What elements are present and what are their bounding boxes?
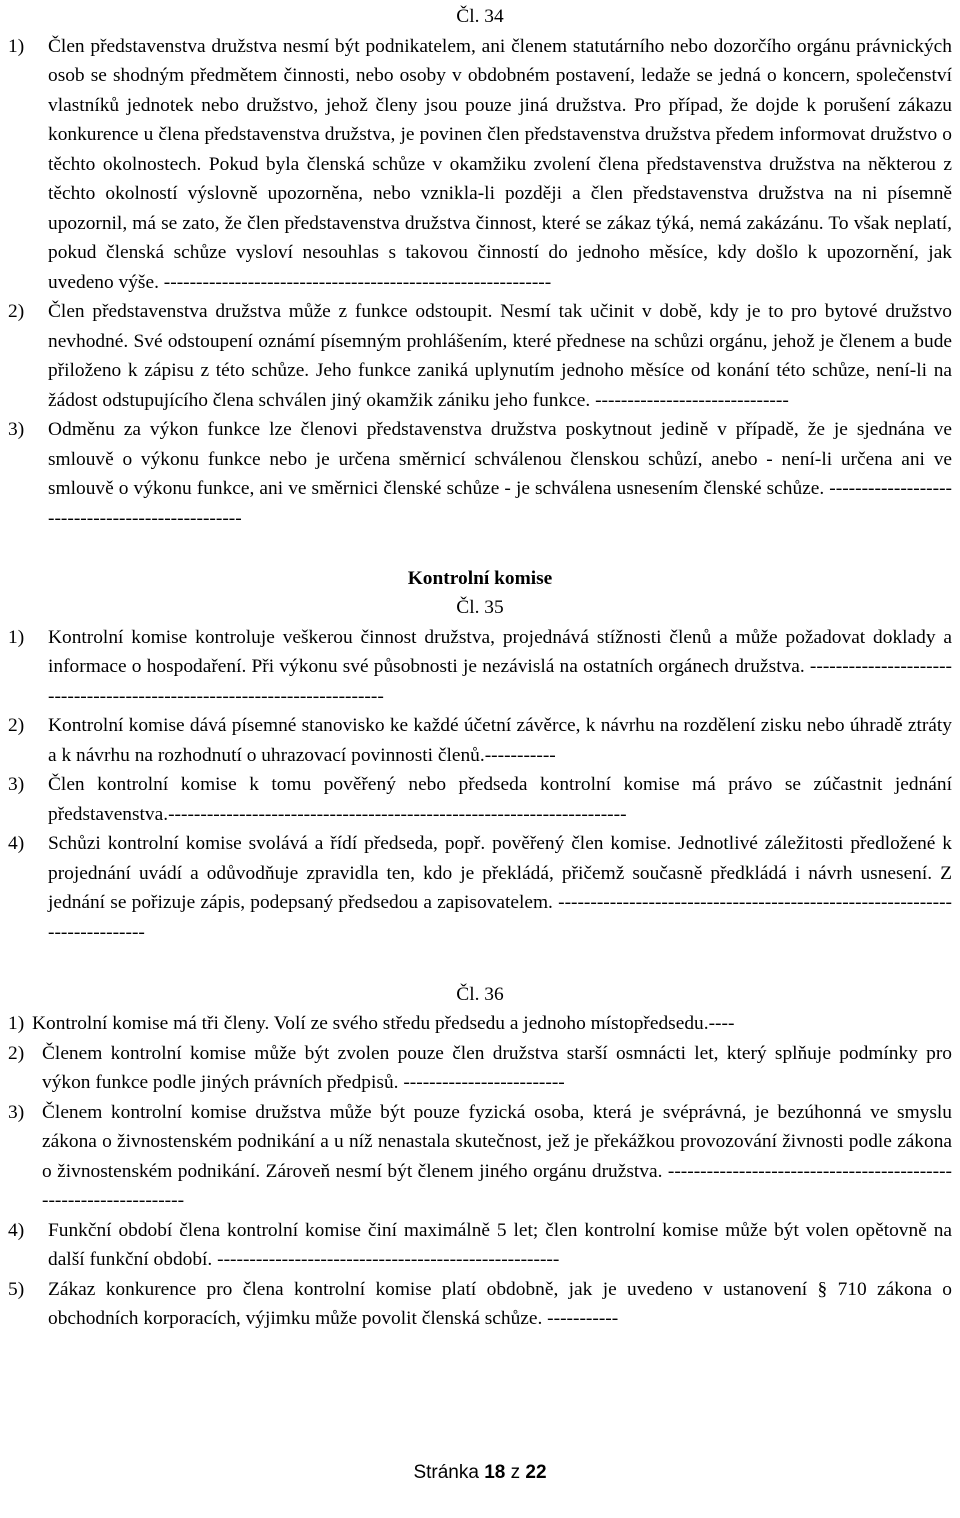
item-number: 2) bbox=[8, 715, 25, 737]
footer-total-pages: 22 bbox=[525, 1462, 547, 1483]
article-35-item-2 bbox=[8, 711, 952, 770]
item-text: Kontrolní komise dává písemné stanovisko ke každé účetní závěrce, k návrhu na rozdělení zisku nebo úhradě ztráty a k návrhu na rozhodnutí o uhrazovací povinnosti členů.----------- bbox=[48, 715, 952, 766]
item-text: Členem kontrolní komise může být zvolen pouze člen družstva starší osmnácti let, který splňuje podmínky pro výkon funkce podle jiných právních předpisů. ------------------------- bbox=[42, 1042, 952, 1094]
article-36-item-4 bbox=[8, 1216, 952, 1275]
item-text: Člen představenstva družstva nesmí být podnikatelem, ani členem statutárního nebo dozorčího orgánu právnických osob se shodným předmětem činnosti, nebo osoby v obdobném postavení, ledaže se jedná o koncern, společenství vlastníků jednotek nebo družstvo, jehož členy jsou pouze jiná družstva. Pro případ, že dojde k porušení zákazu konkurence u člena představenstva družstva, je povinen člen představenstva družstva předem informovat družstvo o těchto okolnostech. Pokud byla členská schůze v okamžiku zvolení člena představenstva družstva na některou z těchto okolností výslovně upozorněna, nebo vznikla-li později a člen představenstva družstva na ni písemně upozornil, má se zato, že člen představenstva družstva činnost, které se zákaz týká, nemá zakázánu. To však neplatí, pokud členská schůze vysloví nesouhlas s takovou činností do jednoho měsíce, kdy došlo k upozornění, jak uvedeno výše. ------------------------------------------------------------ bbox=[48, 35, 952, 293]
item-text: Zákaz konkurence pro člena kontrolní komise platí obdobně, jak je uvedeno v ustanovení § 710 zákona o obchodních korporacích, výjimku může povolit členská schůze. ----------- bbox=[48, 1278, 952, 1330]
section-title: Kontrolní komise bbox=[407, 567, 553, 589]
article-36-item-1 bbox=[8, 1009, 952, 1039]
item-number: 1) bbox=[8, 1013, 25, 1035]
item-number: 4) bbox=[8, 1219, 25, 1241]
item-number: 2) bbox=[8, 301, 25, 322]
article-35-item-1 bbox=[8, 623, 952, 712]
article-36-item-2 bbox=[8, 1039, 952, 1098]
item-number: 3) bbox=[8, 419, 25, 440]
article-36-item-5 bbox=[8, 1275, 952, 1334]
article-36-heading: Čl. 36 bbox=[456, 983, 504, 1005]
item-text: Kontrolní komise má tři členy. Volí ze svého středu předsedu a jednoho místopředsedu.---- bbox=[32, 1013, 735, 1035]
item-text: Člen představenstva družstva může z funkce odstoupit. Nesmí tak učinit v době, kdy je to pro bytové družstvo nevhodné. Své odstoupení oznámí písemným prohlášením, které přednese na schůzi orgánu, jehož je členem a bude přiloženo k zápisu z této schůze. Jeho funkce zaniká uplynutím jednoho měsíce od konání této schůze, není-li na žádost odstupujícího člena schválen jiný okamžik zániku jeho funkce. ------------------------------ bbox=[48, 301, 952, 411]
item-number: 4) bbox=[8, 833, 25, 855]
item-number: 1) bbox=[8, 35, 25, 57]
item-text: Kontrolní komise kontroluje veškerou činnost družstva, projednává stížnosti členů a může požadovat doklady a informace o hospodaření. Při výkonu své působnosti je nezávislá na ostatních orgánech družstva. -------------------------------------------------------------------------- bbox=[48, 626, 952, 707]
item-text: Člen kontrolní komise k tomu pověřený nebo předseda kontrolní komise má právo se zúčastnit jednání představenstva.----------------------------------------------------------------------- bbox=[48, 774, 952, 825]
footer-middle: z bbox=[510, 1462, 521, 1483]
item-number: 2) bbox=[8, 1042, 25, 1064]
page-footer bbox=[0, 1458, 960, 1488]
item-number: 5) bbox=[8, 1278, 25, 1300]
article-34-item-1 bbox=[8, 32, 952, 298]
item-number: 3) bbox=[8, 774, 25, 796]
article-35-item-4 bbox=[8, 829, 952, 947]
article-34-item-3 bbox=[8, 415, 952, 533]
footer-page-number: 18 bbox=[484, 1462, 506, 1483]
item-text: Odměnu za výkon funkce lze členovi představenstva družstva poskytnout jedině v případě, že je sjednána ve smlouvě o výkonu funkce nebo je určena směrnicí schválenou členskou schůzí, anebo - není-li určena ani ve smlouvě o výkonu funkce, ani ve směrnici členské schůze - je schválena usnesením členské schůze. ------------------------------------------------- bbox=[48, 419, 952, 529]
article-35-heading: Čl. 35 bbox=[456, 597, 504, 619]
article-34-item-2 bbox=[8, 297, 952, 415]
item-text: Funkční období člena kontrolní komise činí maximálně 5 let; člen kontrolní komise může být volen opětovně na další funkční období. ----------------------------------------------------- bbox=[48, 1219, 952, 1271]
article-36-item-3 bbox=[8, 1098, 952, 1216]
item-text: Schůzi kontrolní komise svolává a řídí předseda, popř. pověřený člen komise. Jednotlivé záležitosti předložené k projednání uvádí a odůvodňuje zpravidla ten, kdo je překládá, přičemž současně předkládá i návrh usnesení. Z jednání se pořizuje zápis, podepsaný předsedou a zapisovatelem. ---------------------------------------------------------------------------- bbox=[48, 833, 952, 943]
item-text: Členem kontrolní komise družstva může být pouze fyzická osoba, která je svéprávná, je bezúhonná ve smyslu zákona o živnostenském podnikání a u níž nenastala skutečnost, jež je překážkou provozování živnosti podle zákona o živnostenském podnikání. Zároveň nesmí být členem jiného orgánu družstva. ------------------------------------------------------------------ bbox=[42, 1101, 952, 1212]
footer-prefix: Stránka bbox=[413, 1462, 479, 1483]
article-34-heading: Čl. 34 bbox=[456, 6, 504, 27]
article-35-item-3 bbox=[8, 770, 952, 829]
item-number: 1) bbox=[8, 626, 25, 648]
item-number: 3) bbox=[8, 1101, 25, 1123]
